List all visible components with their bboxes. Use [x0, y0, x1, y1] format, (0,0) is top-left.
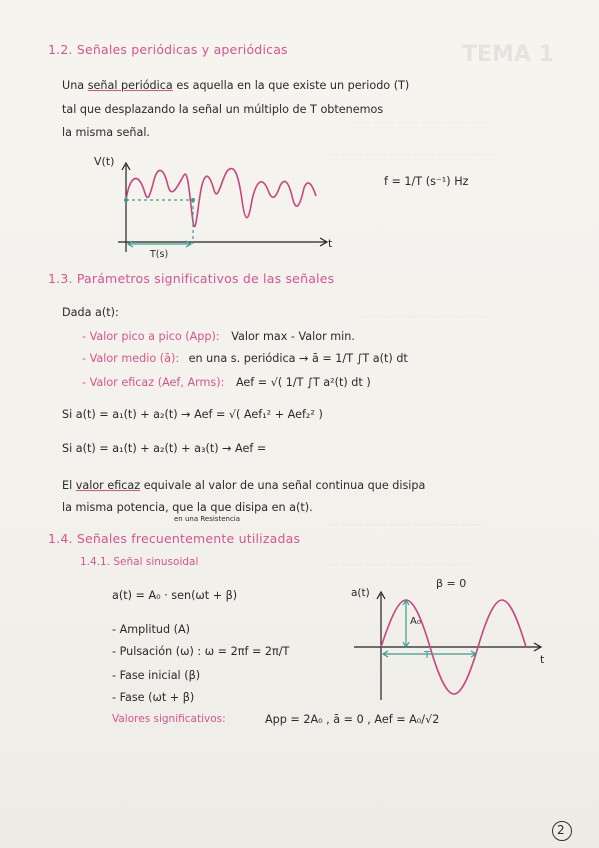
graph1-y-label: V(t) — [94, 155, 115, 168]
graph2-period-label: T — [424, 650, 431, 661]
section-1-2-title: 1.2. Señales periódicas y aperiódicas — [48, 42, 288, 57]
sine-item-amplitude: - Amplitud (A) — [112, 623, 190, 636]
significant-values-label: Valores significativos: — [112, 713, 226, 725]
graph2-beta-label: β = 0 — [436, 577, 467, 590]
periodic-signal-term: señal periódica — [87, 79, 173, 92]
rms-definition-line-2: la misma potencia, que la que disipa en a(t). — [62, 501, 313, 514]
param-value: en una s. periódica → ā = 1/T ∫T a(t) dt — [188, 352, 408, 365]
graph2-y-label: a(t) — [351, 587, 370, 599]
sine-formula: a(t) = A₀ · sen(ωt + β) — [112, 589, 238, 602]
param-label: - Valor pico a pico (App): — [82, 330, 220, 343]
rms-definition-note: en una Resistencia — [174, 515, 241, 523]
section-1-4-1-subtitle: 1.4.1. Señal sinusoidal — [80, 556, 199, 568]
graph1-period-label: T(s) — [150, 249, 169, 260]
rms-sum-formula-two: Si a(t) = a₁(t) + a₂(t) → Aef = √( Aef₁² + Aef₂² ) — [62, 408, 323, 421]
text-segment: equivale al valor de una señal continua que disipa — [140, 479, 426, 492]
graph2-x-label: t — [540, 653, 545, 666]
periodic-definition-line-3: la misma señal. — [62, 126, 150, 139]
section-1-4-title: 1.4. Señales frecuentemente utilizadas — [48, 531, 301, 546]
param-label: - Valor medio (ā): — [82, 352, 180, 365]
ghost-heading: TEMA 1 — [462, 42, 554, 67]
frequency-formula: f = 1/T (s⁻¹) Hz — [384, 175, 469, 188]
sine-item-pulsation: - Pulsación (ω) : ω = 2πf = 2π/T — [112, 645, 290, 658]
param-label: - Valor eficaz (Aef, Arms): — [82, 376, 225, 389]
rms-sum-formula-three: Si a(t) = a₁(t) + a₂(t) + a₃(t) → Aef = — [62, 442, 267, 455]
text-segment: El — [62, 479, 76, 492]
text-segment: Una — [62, 79, 88, 92]
sine-item-initial-phase: - Fase inicial (β) — [112, 669, 201, 682]
text-segment: es aquella en la que existe un periodo (T) — [172, 79, 410, 92]
graph2-amplitude-label: A₀ — [410, 616, 421, 627]
rms-term: valor eficaz — [75, 479, 141, 492]
notebook-page: TEMA 1 — — — — — — — — — — — — — — — — — — — — — — — — — — — — — — — — — — — — — — — — — — — — — — — — — — — — — — — — — — — — — — 1.2. Señales periódicas y aperiódicas Una señal periódica es aquella en la que existe un periodo (T) tal que desplazando la señal un múltiplo de T obtenemos la misma señal. V(t) t T(s) f = 1/T (s⁻¹) Hz 1.3. Parámetros significativos de las señales Dada a(t): - Valor pico a pico (App): Valor max - Valor min. - Valor medio (ā): en una s. periódica → ā = 1/T ∫T a(t) dt - Valor eficaz (Aef, Arms): Aef = √( 1/T ∫T a²(t) dt ) Si a(t) = a₁(t) + a₂(t) → Aef = √( Aef₁² + Aef₂² ) Si a(t) = a₁(t) + a₂(t) + a₃(t) → Aef = El valor eficaz equivale al valor de una señal continua que disipa la misma potencia, que la que disipa en a(t). en una Resistencia 1.4. Señales frecuentemente utilizadas 1.4.1. Señal sinusoidal a(t) = A₀ · sen(ωt + β) - Amplitud (A) - Pulsación (ω) : ω = 2πf = 2π/T - Fase inicial (β) - Fase (ωt + β) Valores significativos: App = 2A₀ , ā = 0 , Aef = A₀/√2 a(t) β = 0 A₀ T t 2 — [0, 0, 599, 848]
page-number: 2 — [557, 823, 565, 837]
sine-item-phase: - Fase (ωt + β) — [112, 691, 195, 704]
section-1-3-title: 1.3. Parámetros significativos de las señales — [48, 271, 335, 286]
param-value: Aef = √( 1/T ∫T a²(t) dt ) — [235, 376, 371, 389]
graph1-x-label: t — [328, 237, 333, 250]
given-signal-intro: Dada a(t): — [62, 306, 119, 319]
significant-values: App = 2A₀ , ā = 0 , Aef = A₀/√2 — [265, 713, 440, 726]
periodic-definition-line-2: tal que desplazando la señal un múltiplo de T obtenemos — [62, 103, 384, 116]
param-value: Valor max - Valor min. — [231, 330, 355, 343]
